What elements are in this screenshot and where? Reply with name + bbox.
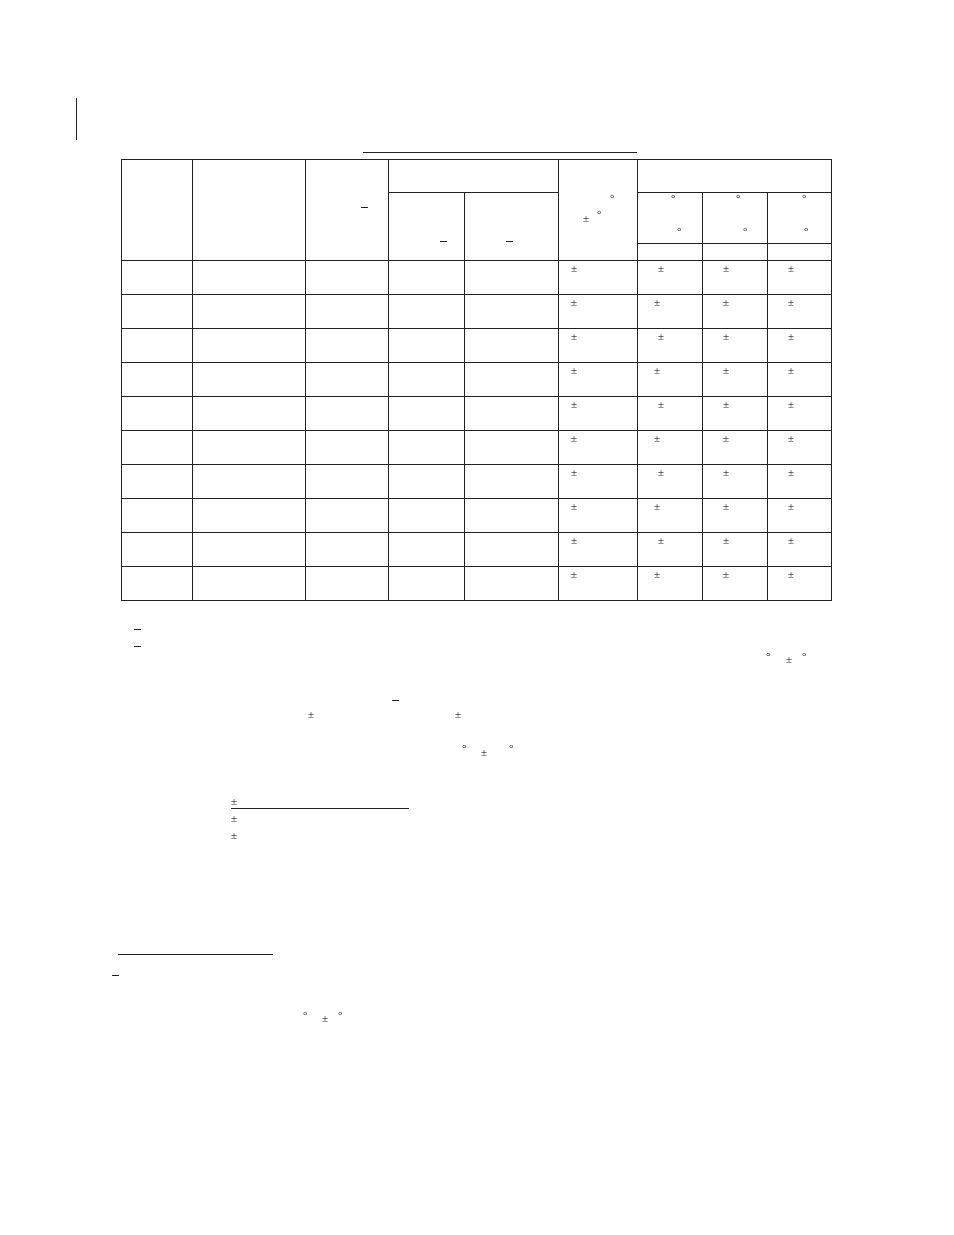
degree-symbol: °	[743, 226, 748, 238]
degree-symbol: °	[338, 1010, 343, 1022]
header-group-cell	[638, 160, 832, 193]
text-mark	[112, 975, 119, 976]
plus-minus-symbol: ±	[658, 467, 665, 479]
plus-minus-symbol: ±	[654, 297, 661, 309]
plus-minus-symbol: ±	[654, 433, 661, 445]
plus-minus-symbol: ±	[788, 399, 795, 411]
plus-minus-symbol: ±	[788, 535, 795, 547]
plus-minus-symbol: ±	[231, 830, 238, 842]
table-row	[122, 567, 832, 601]
plus-minus-symbol: ±	[786, 654, 793, 666]
table-row	[122, 295, 832, 329]
plus-minus-symbol: ±	[788, 297, 795, 309]
degree-symbol: °	[671, 193, 676, 205]
table-row	[122, 329, 832, 363]
plus-minus-symbol: ±	[723, 399, 730, 411]
text-mark	[392, 700, 399, 701]
margin-bar	[76, 98, 77, 140]
degree-symbol: °	[303, 1010, 308, 1022]
plus-minus-symbol: ±	[788, 331, 795, 343]
plus-minus-symbol: ±	[723, 535, 730, 547]
plus-minus-symbol: ±	[571, 365, 578, 377]
plus-minus-symbol: ±	[788, 569, 795, 581]
unit-cell	[768, 244, 832, 261]
plus-minus-symbol: ±	[658, 331, 665, 343]
degree-symbol: °	[462, 743, 467, 755]
plus-minus-symbol: ±	[723, 501, 730, 513]
plus-minus-symbol: ±	[571, 467, 578, 479]
plus-minus-symbol: ±	[654, 365, 661, 377]
plus-minus-symbol: ±	[723, 433, 730, 445]
table-row	[122, 533, 832, 567]
temp-header-cell	[768, 193, 832, 244]
plus-minus-symbol: ±	[723, 263, 730, 275]
unit-cell	[638, 244, 703, 261]
plus-minus-symbol: ±	[231, 796, 238, 808]
temp-header-cell	[703, 193, 768, 244]
temp-header-cell	[638, 193, 703, 244]
header-cell	[306, 160, 389, 261]
table-row	[122, 261, 832, 295]
header-cell	[193, 160, 306, 261]
table-caption-underline	[363, 152, 637, 153]
plus-minus-symbol: ±	[571, 263, 578, 275]
list-underline	[231, 808, 409, 809]
plus-minus-symbol: ±	[788, 365, 795, 377]
header-cell	[465, 193, 559, 261]
plus-minus-symbol: ±	[571, 399, 578, 411]
plus-minus-symbol: ±	[654, 569, 661, 581]
plus-minus-symbol: ±	[583, 213, 590, 225]
plus-minus-symbol: ±	[788, 467, 795, 479]
header-group-cell	[389, 160, 559, 193]
plus-minus-symbol: ±	[723, 569, 730, 581]
plus-minus-symbol: ±	[658, 535, 665, 547]
degree-symbol: °	[802, 193, 807, 205]
plus-minus-symbol: ±	[308, 709, 315, 721]
data-table	[121, 159, 832, 601]
plus-minus-symbol: ±	[571, 297, 578, 309]
degree-symbol: °	[802, 651, 807, 663]
plus-minus-symbol: ±	[571, 569, 578, 581]
footnote-mark	[134, 629, 141, 630]
degree-symbol: °	[610, 193, 615, 205]
table-row	[122, 431, 832, 465]
plus-minus-symbol: ±	[723, 467, 730, 479]
plus-minus-symbol: ±	[571, 433, 578, 445]
table-row	[122, 499, 832, 533]
degree-symbol: °	[804, 226, 809, 238]
plus-minus-symbol: ±	[788, 433, 795, 445]
plus-minus-symbol: ±	[571, 535, 578, 547]
degree-symbol: °	[766, 651, 771, 663]
plus-minus-symbol: ±	[654, 501, 661, 513]
table-row	[122, 397, 832, 431]
plus-minus-symbol: ±	[322, 1013, 329, 1025]
degree-symbol: °	[736, 193, 741, 205]
plus-minus-symbol: ±	[571, 331, 578, 343]
plus-minus-symbol: ±	[788, 263, 795, 275]
plus-minus-symbol: ±	[571, 501, 578, 513]
unit-cell	[703, 244, 768, 261]
section-underline	[118, 954, 273, 955]
header-cell	[389, 193, 465, 261]
degree-symbol: °	[509, 743, 514, 755]
plus-minus-symbol: ±	[658, 399, 665, 411]
plus-minus-symbol: ±	[788, 501, 795, 513]
plus-minus-symbol: ±	[723, 331, 730, 343]
table-row	[122, 465, 832, 499]
plus-minus-symbol: ±	[723, 365, 730, 377]
plus-minus-symbol: ±	[723, 297, 730, 309]
header-cell	[559, 160, 638, 261]
plus-minus-symbol: ±	[231, 813, 238, 825]
table-row	[122, 363, 832, 397]
plus-minus-symbol: ±	[658, 263, 665, 275]
plus-minus-symbol: ±	[455, 709, 462, 721]
footnote-mark	[134, 646, 141, 647]
degree-symbol: °	[597, 209, 602, 221]
plus-minus-symbol: ±	[481, 747, 488, 759]
degree-symbol: °	[677, 226, 682, 238]
header-cell	[122, 160, 193, 261]
